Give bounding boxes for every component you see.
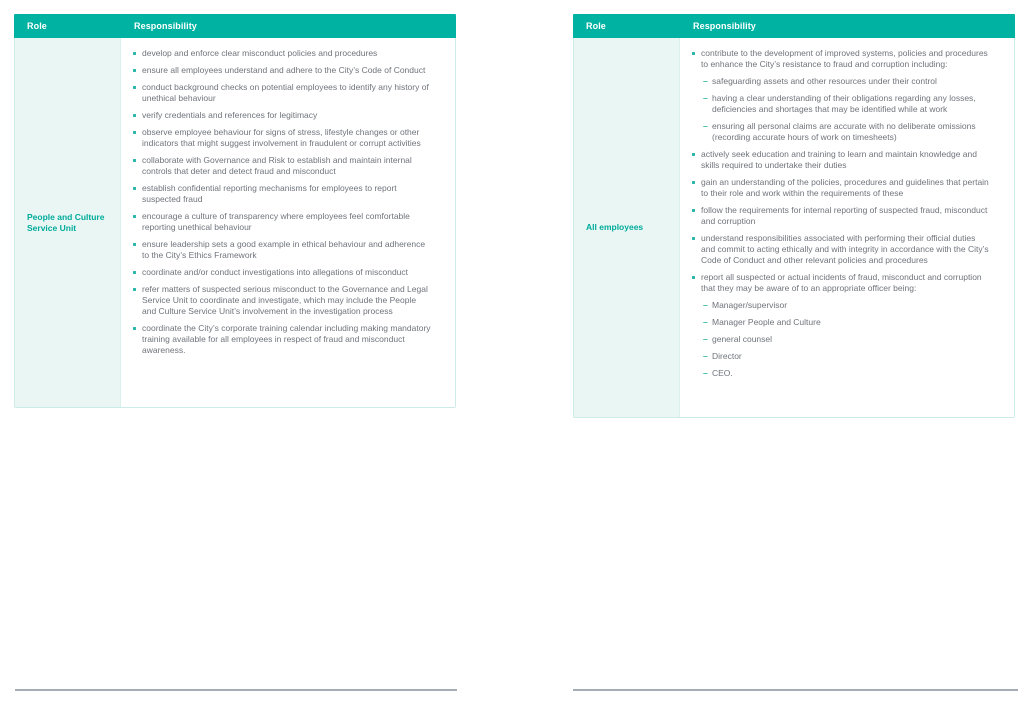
role-label: All employees [586,222,644,232]
responsibility-text: verify credentials and references for legitimacy [142,110,318,120]
responsibility-text: understand responsibilities associated with performing their official duties and commit to acting ethically and with integrity in accordance with the City’s Code of Conduct and other relevant policies and procedures [701,233,989,265]
page-left [14,14,456,408]
bullet-icon [692,276,695,279]
sub-list [703,76,990,143]
sub-item [703,368,990,379]
sub-item [703,334,990,345]
responsibility-item [133,267,431,278]
role-label: People and Culture Service Unit [27,211,105,233]
bullet-icon [133,159,136,162]
bullet-icon [133,131,136,134]
responsibility-item-content [142,284,431,317]
responsibility-item-content [142,82,431,104]
responsibility-item-content [142,65,431,76]
responsibility-item [133,323,431,356]
responsibility-item-content [701,149,990,171]
responsibility-item-content [142,48,431,59]
responsibility-text: refer matters of suspected serious misconduct to the Governance and Legal Service Unit to coordinate and investigate, which may include the People and Culture Service Unit’s involvement in the investigation process [142,284,428,316]
responsibility-item-content [142,183,431,205]
sub-item-text: CEO. [712,368,733,378]
dash-icon: – [703,93,708,103]
dash-icon: – [703,76,708,86]
responsibility-item-content [142,127,431,149]
footer-rule-left [15,689,457,691]
responsibility-item-content [142,110,431,121]
sub-item-text: Director [712,351,742,361]
responsibility-text: encourage a culture of transparency where employees feel comfortable reporting unethical behaviour [142,211,410,232]
dash-icon: – [703,300,708,310]
sub-item [703,121,990,143]
responsibility-item [133,239,431,261]
sub-item-text: having a clear understanding of their obligations regarding any losses, deficiencies and shortages that may be identified while at work [712,93,976,114]
bullet-icon [133,243,136,246]
responsibility-item [133,110,431,121]
table-header-row [573,14,1015,38]
responsibility-item [133,183,431,205]
sub-item-text: general counsel [712,334,773,344]
table-body-row [574,38,1014,417]
role-cell [574,38,680,417]
sub-item-text: ensuring all personal claims are accurate with no deliberate omissions (recording accurate hours of work on timesheets) [712,121,976,142]
role-responsibility-table-right [573,14,1015,418]
responsibility-item [133,65,431,76]
responsibility-item [692,149,990,171]
responsibility-text: actively seek education and training to learn and maintain knowledge and skills required to undertake their duties [701,149,977,170]
bullet-icon [133,215,136,218]
responsibility-text: establish confidential reporting mechanisms for employees to report suspected fraud [142,183,397,204]
responsibility-text: observe employee behaviour for signs of stress, lifestyle changes or other indicators that might suggest involvement in fraudulent or corrupt activities [142,127,421,148]
responsibility-list [133,48,431,356]
bullet-icon [692,181,695,184]
responsibility-item [692,233,990,266]
responsibility-column-header: Responsibility [693,21,756,31]
role-cell [15,38,121,407]
responsibility-item-content [142,323,431,356]
responsibility-item [692,205,990,227]
bullet-icon [692,209,695,212]
responsibility-item-content [142,267,431,278]
bullet-icon [133,69,136,72]
responsibility-item-content [142,211,431,233]
sub-item [703,93,990,115]
bullet-icon [133,86,136,89]
responsibility-column-header: Responsibility [134,21,197,31]
responsibility-text: ensure leadership sets a good example in ethical behaviour and adherence to the City’s Ethics Framework [142,239,426,260]
responsibility-item-content [142,239,431,261]
table-body-row [15,38,455,407]
role-responsibility-table-left [14,14,456,408]
responsibility-text: gain an understanding of the policies, procedures and guidelines that pertain to their role and work within the requirements of these [701,177,989,198]
responsibility-list [692,48,990,379]
responsibility-item-content [701,233,990,266]
table-header-row [14,14,456,38]
responsibility-item [133,82,431,104]
dash-icon: – [703,334,708,344]
footer-rule-right [573,689,1018,691]
responsibility-cell [680,38,1014,417]
bullet-icon [692,52,695,55]
responsibility-text: ensure all employees understand and adhere to the City’s Code of Conduct [142,65,426,75]
responsibility-item [692,272,990,379]
responsibility-item [692,48,990,143]
role-column-header: Role [27,21,47,31]
sub-item [703,351,990,362]
dash-icon: – [703,351,708,361]
responsibility-item [133,127,431,149]
responsibility-text: contribute to the development of improved systems, policies and procedures to enhance the City’s resistance to fraud and corruption including: [701,48,988,69]
responsibility-text: report all suspected or actual incidents of fraud, misconduct and corruption that they may be aware of to an appropriate officer being: [701,272,982,293]
responsibility-item-content [701,48,990,143]
responsibility-item-content [701,272,990,379]
sub-item [703,76,990,87]
responsibility-item [692,177,990,199]
responsibility-item-content [701,205,990,227]
responsibility-text: follow the requirements for internal reporting of suspected fraud, misconduct and corruption [701,205,988,226]
sub-item-text: Manager/supervisor [712,300,788,310]
bullet-icon [692,153,695,156]
bullet-icon [133,271,136,274]
bullet-icon [133,52,136,55]
responsibility-item-content [701,177,990,199]
responsibility-text: coordinate the City’s corporate training calendar including making mandatory training available for all employees in respect of fraud and misconduct awareness. [142,323,431,355]
sub-item-text: Manager People and Culture [712,317,821,327]
bullet-icon [692,237,695,240]
sub-item [703,300,990,311]
dash-icon: – [703,368,708,378]
responsibility-text: coordinate and/or conduct investigations into allegations of misconduct [142,267,409,277]
bullet-icon [133,114,136,117]
responsibility-item [133,284,431,317]
bullet-icon [133,327,136,330]
sub-list [703,300,990,379]
responsibility-text: conduct background checks on potential employees to identify any history of unethical behaviour [142,82,429,103]
sub-item [703,317,990,328]
responsibility-text: develop and enforce clear misconduct policies and procedures [142,48,378,58]
bullet-icon [133,288,136,291]
bullet-icon [133,187,136,190]
page-right [573,14,1015,418]
responsibility-item [133,155,431,177]
responsibility-item-content [142,155,431,177]
dash-icon: – [703,317,708,327]
role-column-header: Role [586,21,606,31]
sub-item-text: safeguarding assets and other resources under their control [712,76,937,86]
responsibility-cell [121,38,455,407]
responsibility-text: collaborate with Governance and Risk to establish and maintain internal controls that deter and detect fraud and misconduct [142,155,412,176]
responsibility-item [133,48,431,59]
responsibility-item [133,211,431,233]
dash-icon: – [703,121,708,131]
